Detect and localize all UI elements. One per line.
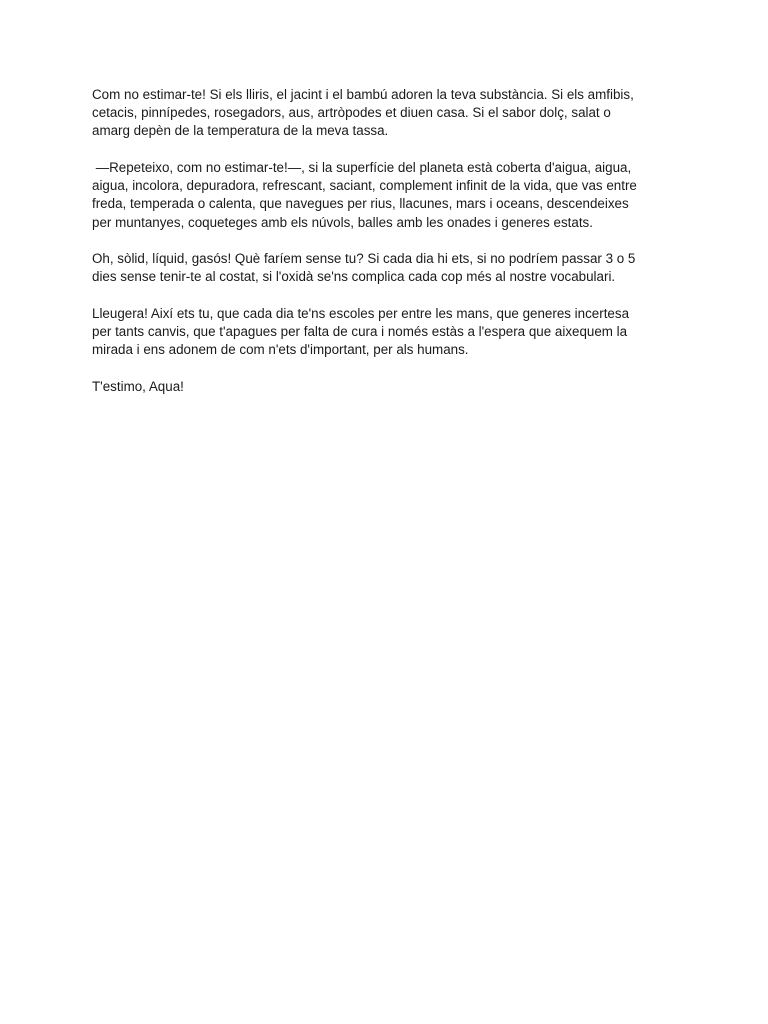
text-line: aigua, incolora, depuradora, refrescant, saciant, complement infinit de la vida, que vas entre [92, 178, 637, 194]
text-line: —Repeteixo, com no estimar-te!—, si la superfície del planeta està coberta d'aigua, aigua, [92, 160, 632, 175]
text-line: cetacis, pinnípedes, rosegadors, aus, artròpodes et diuen casa. Si el sabor dolç, salat o [92, 105, 611, 121]
text-line: per muntanyes, coqueteges amb els núvols, balles amb les onades i generes estats. [92, 214, 593, 230]
paragraph-4 [92, 305, 682, 360]
text-line: per tants canvis, que t'apagues per falta de cura i només estàs a l'espera que aixequem la [92, 324, 628, 340]
paragraph-1 [92, 86, 682, 141]
text-line: freda, temperada o calenta, que navegues per rius, llacunes, mars i oceans, descendeixes [92, 196, 629, 212]
text-line: T'estimo, Aqua! [92, 379, 184, 394]
text-line: dies sense tenir-te al costat, si l'oxidà se'ns complica cada cop més al nostre vocabulari. [92, 269, 616, 285]
text-line: Com no estimar-te! Si els lliris, el jacint i el bambú adoren la teva substància. Si els amfibis, [92, 87, 634, 102]
text-line: amarg depèn de la temperatura de la meva tassa. [92, 123, 389, 139]
text-line: mirada i ens adonem de com n'ets d'important, per als humans. [92, 342, 469, 358]
paragraph-5 [92, 378, 682, 396]
paragraph-2 [92, 159, 682, 232]
text-line: Oh, sòlid, líquid, gasós! Què faríem sense tu? Si cada dia hi ets, si no podríem passar 3 o 5 [92, 251, 636, 267]
paragraph-3 [92, 250, 682, 286]
document-body [92, 86, 682, 415]
text-line: Lleugera! Així ets tu, que cada dia te'ns escoles per entre les mans, que generes incertesa [92, 306, 630, 321]
